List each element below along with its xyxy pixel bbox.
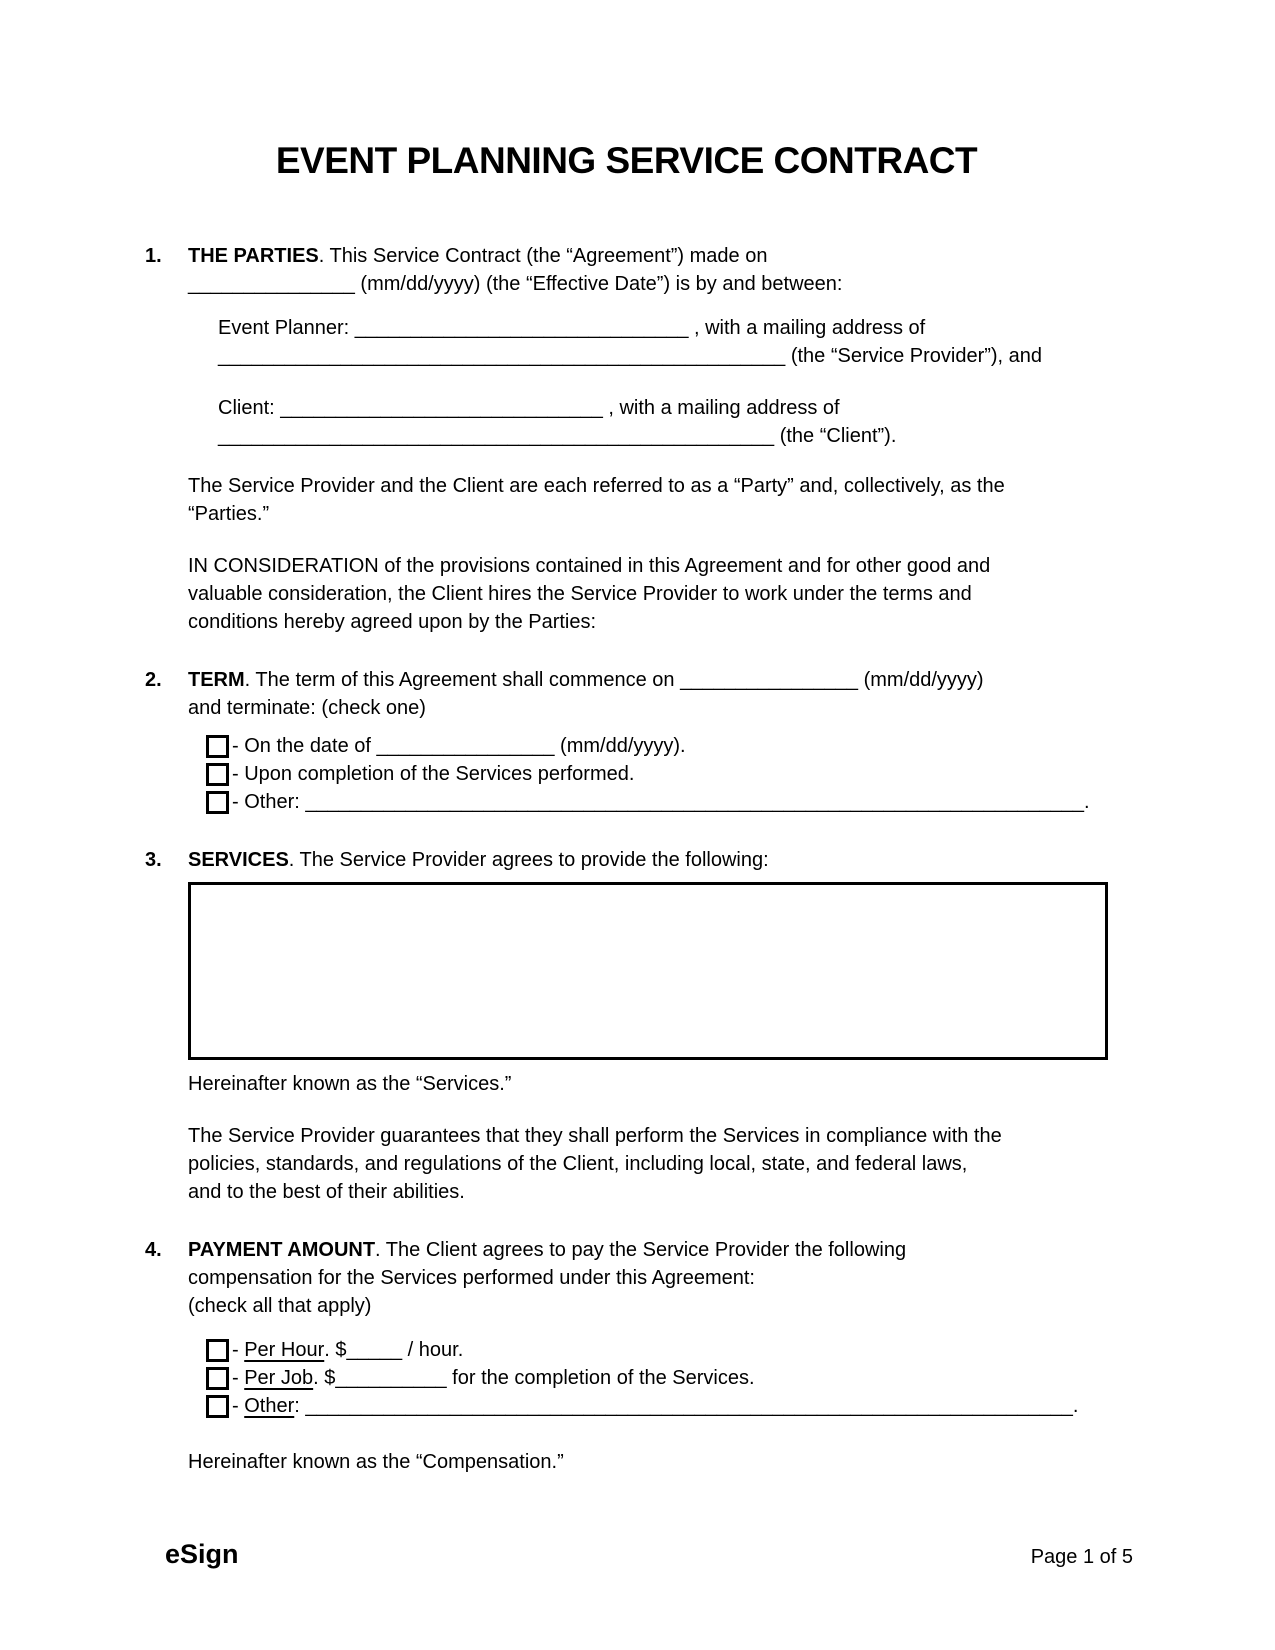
- services-text-box[interactable]: [188, 882, 1108, 1060]
- document-title: EVENT PLANNING SERVICE CONTRACT: [275, 140, 978, 181]
- paragraph-line: policies, standards, and regulations of the Client, including local, state, and federal laws,: [188, 1153, 968, 1175]
- section-heading: SERVICES: [188, 849, 289, 871]
- option-text: - Upon completion of the Services performed.: [232, 763, 635, 785]
- client-line-1: Client: _____________________________ , with a mailing address of: [218, 397, 840, 419]
- parties-definition-paragraph: [188, 472, 1108, 528]
- section-1-content: [188, 242, 1108, 636]
- esign-logo: eSign: [165, 1539, 239, 1569]
- option-prefix: -: [232, 1395, 245, 1417]
- paragraph-line: The Service Provider and the Client are each referred to as a “Party” and, collectively, as the: [188, 475, 1005, 497]
- payment-options: [206, 1336, 1108, 1420]
- section-2-term: [145, 666, 1108, 816]
- section-heading: THE PARTIES: [188, 245, 319, 267]
- checkbox[interactable]: [206, 791, 229, 814]
- section-heading: TERM: [188, 669, 245, 691]
- section-number: 3.: [145, 849, 162, 871]
- option-rest: . $_____ / hour.: [324, 1339, 464, 1361]
- client-line-2: __________________________________________________ (the “Client”).: [218, 425, 897, 447]
- section-lead-text: . The term of this Agreement shall commence on ________________ (mm/dd/yyyy): [244, 669, 984, 691]
- client-block: [218, 394, 1108, 450]
- section-3-services: [145, 846, 1108, 1206]
- option-rest: . $__________ for the completion of the Services.: [313, 1367, 755, 1389]
- payment-option-row-per-hour: [206, 1336, 1108, 1364]
- section-number: 4.: [145, 1239, 162, 1261]
- services-hereinafter-line: Hereinafter known as the “Services.”: [188, 1073, 512, 1095]
- option-label: Per Hour: [244, 1339, 325, 1361]
- payment-lead-line-2: compensation for the Services performed under this Agreement:: [188, 1267, 755, 1289]
- checkbox[interactable]: [206, 1367, 229, 1390]
- section-4-content: [188, 1236, 1108, 1476]
- option-prefix: -: [232, 1367, 245, 1389]
- term-options: [206, 732, 1108, 816]
- option-text: - On the date of ________________ (mm/dd/yyyy).: [232, 735, 686, 757]
- section-number: 1.: [145, 245, 162, 267]
- checkbox[interactable]: [206, 1339, 229, 1362]
- event-planner-line-1: Event Planner: ______________________________ , with a mailing address of: [218, 317, 926, 339]
- payment-option-row-per-job: [206, 1364, 1108, 1392]
- option-label: Per Job: [244, 1367, 314, 1389]
- paragraph-line: and to the best of their abilities.: [188, 1181, 465, 1203]
- consideration-paragraph: [188, 552, 1108, 636]
- parties-lead-line-1: [188, 242, 1108, 270]
- option-prefix: -: [232, 1339, 245, 1361]
- paragraph-line: IN CONSIDERATION of the provisions contained in this Agreement and for other good and: [188, 555, 991, 577]
- parties-lead-line-2: _______________ (mm/dd/yyyy) (the “Effective Date”) is by and between:: [188, 273, 843, 295]
- term-lead-line-2: and terminate: (check one): [188, 697, 426, 719]
- checkbox[interactable]: [206, 735, 229, 758]
- paragraph-line: conditions hereby agreed upon by the Parties:: [188, 611, 597, 633]
- paragraph-line: The Service Provider guarantees that they shall perform the Services in compliance with the: [188, 1125, 1002, 1147]
- checkbox[interactable]: [206, 1395, 229, 1418]
- section-lead-text: . This Service Contract (the “Agreement”) made on: [318, 245, 768, 267]
- term-option-row-completion: [206, 760, 1108, 788]
- page-footer: [165, 1540, 1133, 1571]
- section-number: 2.: [145, 669, 162, 691]
- page-indicator: Page 1 of 5: [1030, 1546, 1133, 1568]
- section-2-content: [188, 666, 1108, 816]
- payment-option-row-other: [206, 1392, 1108, 1420]
- term-option-row-date: [206, 732, 1108, 760]
- option-label: Other: [244, 1395, 295, 1417]
- section-lead-text: . The Client agrees to pay the Service Provider the following: [375, 1239, 907, 1261]
- section-heading: PAYMENT AMOUNT: [188, 1239, 376, 1261]
- section-4-payment-amount: [145, 1236, 1108, 1476]
- term-lead-line-1: [188, 666, 1108, 694]
- services-lead-line: [188, 846, 1108, 874]
- payment-lead-line-3: (check all that apply): [188, 1295, 372, 1317]
- term-option-row-other: [206, 788, 1108, 816]
- section-lead-text: . The Service Provider agrees to provide the following:: [288, 849, 769, 871]
- option-rest: : _____________________________________________________________________.: [294, 1395, 1079, 1417]
- section-1-the-parties: [145, 242, 1108, 636]
- section-3-content: [188, 846, 1108, 1206]
- payment-lead-line-1: [188, 1236, 1108, 1264]
- checkbox[interactable]: [206, 763, 229, 786]
- compensation-hereinafter-line: Hereinafter known as the “Compensation.”: [188, 1451, 564, 1473]
- services-guarantee-paragraph: [188, 1122, 1108, 1206]
- paragraph-line: “Parties.”: [188, 503, 270, 525]
- event-planner-block: [218, 314, 1108, 370]
- event-planner-line-2: ___________________________________________________ (the “Service Provider”), and: [218, 345, 1043, 367]
- option-text: - Other: ______________________________________________________________________.: [232, 791, 1090, 813]
- paragraph-line: valuable consideration, the Client hires the Service Provider to work under the terms and: [188, 583, 972, 605]
